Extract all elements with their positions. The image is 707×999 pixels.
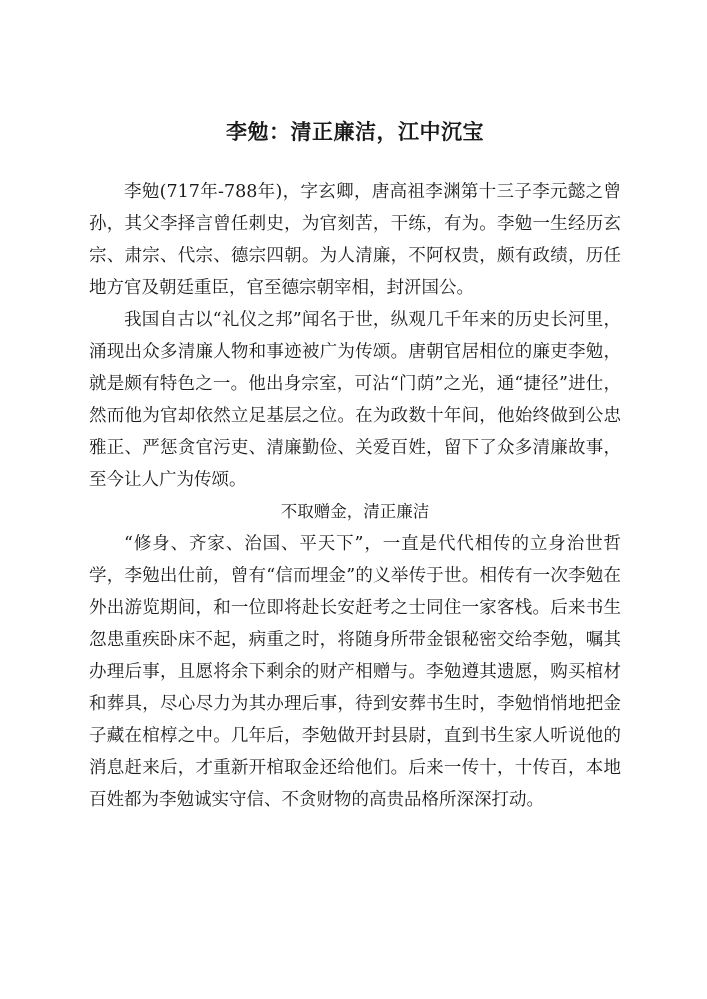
article-body [89, 176, 621, 816]
background-paragraph: 我国自古以“礼仪之邦”闻名于世，纵观几千年来的历史长河里，涌现出众多清廉人物和事迹被广为传颂。唐朝官居相位的廉吏李勉，就是颇有特色之一。他出身宗室，可沾“门荫”之光，通“捷径”进仕，然而他为官却依然立足基层之位。在为政数十年间，他始终做到公忠雅正、严惩贪官污吏、清廉勤俭、关爱百姓，留下了众多清廉故事，至今让人广为传颂。 [89, 310, 621, 490]
section-paragraph: “修身、齐家、治国、平天下”，一直是代代相传的立身治世哲学，李勉出仕前，曾有“信而埋金”的义举传于世。相传有一次李勉在外出游览期间，和一位即将赴长安赶考之士同住一家客栈。后来书生忽患重疾卧床不起，病重之时，将随身所带金银秘密交给李勉，嘱其办理后事，且愿将余下剩余的财产相赠与。李勉遵其遗愿，购买棺材和葬具，尽心尽力为其办理后事，待到安葬书生时，李勉悄悄地把金子藏在棺椁之中。几年后，李勉做开封县尉，直到书生家人听说他的消息赶来后，才重新开棺取金还给他们。后来一传十，十传百，本地百姓都为李勉诚实守信、不贪财物的高贵品格所深深打动。 [89, 534, 621, 810]
intro-paragraph: 李勉(717年-788年)，字玄卿，唐高祖李渊第十三子李元懿之曾孙，其父李择言曾任刺史，为官刻苦，干练，有为。李勉一生经历玄宗、肃宗、代宗、德宗四朝。为人清廉，不阿权贵，颇有政绩，历任地方官及朝廷重臣，官至德宗朝宰相，封汧国公。 [89, 182, 621, 298]
section-heading: 不取赠金，清正廉洁 [280, 502, 430, 521]
article-title: 李勉：清正廉洁，江中沉宝 [226, 119, 484, 144]
